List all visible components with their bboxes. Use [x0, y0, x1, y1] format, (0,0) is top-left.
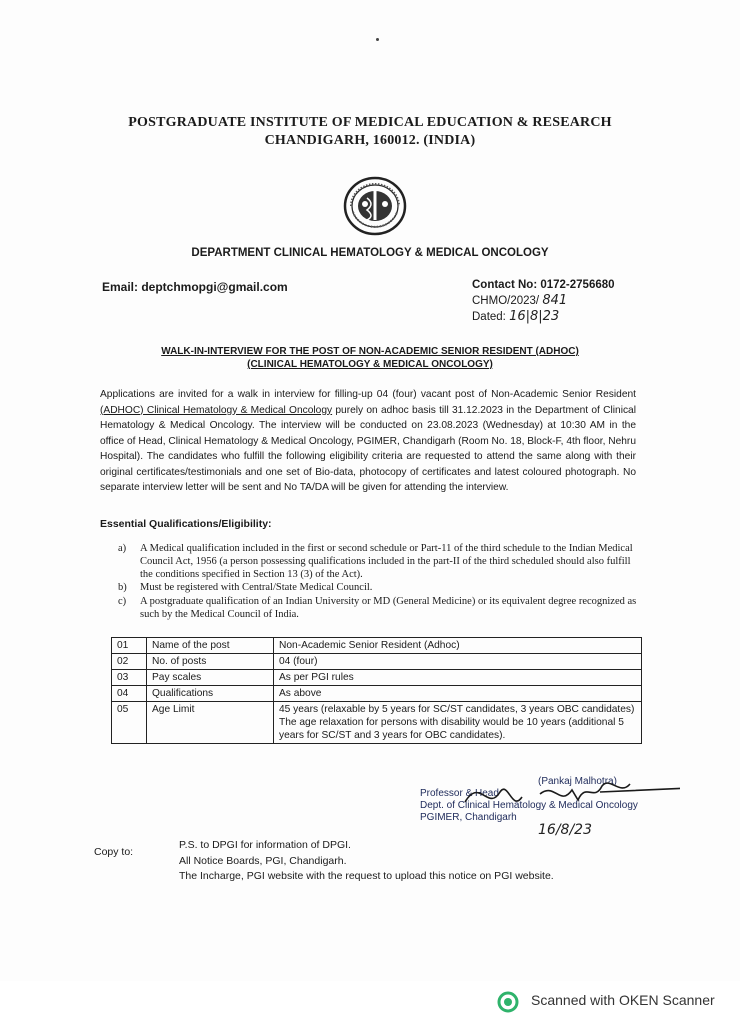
reference-number — [472, 293, 615, 309]
row-value: As per PGI rules — [274, 670, 642, 686]
list-item — [118, 596, 638, 622]
institute-seal-icon — [341, 176, 409, 236]
row-number: 02 — [112, 654, 147, 670]
scanner-watermark-text: Scanned with OKEN Scanner — [531, 992, 715, 1008]
row-label: No. of posts — [147, 654, 274, 670]
reference-prefix: CHMO/2023/ — [472, 295, 540, 307]
table-row — [112, 670, 642, 686]
row-label: Pay scales — [147, 670, 274, 686]
stamp-line-1: Professor & Head — [420, 788, 499, 799]
row-value: 45 years (relaxable by 5 years for SC/ST candidates, 3 years OBC candidates) The age relaxation for persons with disability would be 10 years (additional 5 years for SC/ST and 3 years for OBC candidates). — [274, 702, 642, 744]
notice-paragraph — [100, 387, 636, 496]
table-row — [112, 654, 642, 670]
stamp-name: (Pankaj Malhotra) — [538, 776, 617, 787]
dated-label: Dated: — [472, 311, 506, 323]
contact-number: Contact No: 0172-2756680 — [472, 279, 615, 291]
table-row — [112, 702, 642, 744]
table-row — [112, 686, 642, 702]
list-item: P.S. to DPGI for information of DPGI. — [179, 839, 351, 851]
row-label: Qualifications — [147, 686, 274, 702]
copy-to-label: Copy to: — [94, 846, 134, 858]
institute-address: CHANDIGARH, 160012. (INDIA) — [264, 133, 476, 148]
list-item-label: a) — [118, 543, 127, 554]
list-item-text: A postgraduate qualification of an Indian University or MD (General Medicine) or its equivalent degree recognized as such by the Medical Council of India. — [140, 596, 637, 620]
oken-scanner-logo-icon — [497, 991, 519, 1013]
paragraph-underlined: (ADHOC) Clinical Hematology & Medical Oncology — [100, 404, 333, 416]
speck — [376, 38, 379, 41]
copy-to-list — [179, 838, 554, 885]
institute-name: POSTGRADUATE INSTITUTE OF MEDICAL EDUCATION & RESEARCH — [128, 115, 612, 130]
row-label: Name of the post — [147, 638, 274, 654]
row-value: 04 (four) — [274, 654, 642, 670]
notice-subheading: (CLINICAL HEMATOLOGY & MEDICAL ONCOLOGY) — [247, 359, 493, 370]
list-item-text: A Medical qualification included in the first or second schedule or Part-11 of the third schedule to the Indian Medical Council Act, 1956 (a person possessing qualifications included in the part-II of the third scheduled should also fulfill the conditions specified in Section 13 (3) of the Act). — [140, 543, 633, 580]
row-number: 03 — [112, 670, 147, 686]
handwritten-signature — [460, 772, 680, 822]
department-name: DEPARTMENT CLINICAL HEMATOLOGY & MEDICAL ONCOLOGY — [191, 247, 549, 259]
reference-handwritten: 841 — [542, 293, 568, 308]
list-item-label: c) — [118, 596, 127, 608]
list-item-text: Must be registered with Central/State Medical Council. — [140, 582, 373, 594]
row-value: As above — [274, 686, 642, 702]
row-number: 01 — [112, 638, 147, 654]
dated-line — [472, 309, 615, 325]
row-number: 04 — [112, 686, 147, 702]
notice-heading: WALK-IN-INTERVIEW FOR THE POST OF NON-ACADEMIC SENIOR RESIDENT (ADHOC) — [161, 346, 579, 357]
contact-block — [472, 277, 615, 325]
post-details-table — [111, 637, 642, 744]
paragraph-text-2: purely on adhoc basis till 31.12.2023 in the Department of Clinical Hematology & Medical Oncology. The interview will be conducted on 23.08.2023 (Wednesday) at 10:30 AM in the office of Head, Clinical Hematology & Medical Oncology, PGIMER, Chandigarh (Room No. 18, Block-F, 4th floor, Nehru Hospital). The candidates who fulfill the following eligibility criteria are requested to attend the same along with their original certificates/testimonials and one set of Bio-data, photocopy of certificates and latest coloured photograph. No separate interview letter will be sent and No TA/DA will be given for attending the interview. — [100, 404, 636, 493]
eligibility-list — [118, 543, 638, 623]
dated-handwritten: 16|8|23 — [509, 309, 560, 324]
signature-date: 16/8/23 — [538, 822, 592, 838]
email-line: Email: deptchmopgi@gmail.com — [102, 280, 288, 294]
row-label: Age Limit — [147, 702, 274, 744]
list-item: All Notice Boards, PGI, Chandigarh. — [179, 854, 347, 867]
table-row — [112, 638, 642, 654]
list-item: The Incharge, PGI website with the request to upload this notice on PGI website. — [179, 870, 554, 882]
eligibility-heading: Essential Qualifications/Eligibility: — [100, 518, 272, 530]
list-item — [118, 543, 638, 581]
paragraph-text-1: Applications are invited for a walk in interview for filling-up 04 (four) vacant post of Non-Academic Senior Resident — [100, 389, 636, 400]
list-item-label: b) — [118, 582, 127, 594]
stamp-line-3: PGIMER, Chandigarh — [420, 812, 517, 823]
row-value: Non-Academic Senior Resident (Adhoc) — [274, 638, 642, 654]
stamp-line-2: Dept. of Clinical Hematology & Medical Oncology — [420, 800, 638, 811]
list-item — [118, 582, 638, 595]
row-number: 05 — [112, 702, 147, 744]
